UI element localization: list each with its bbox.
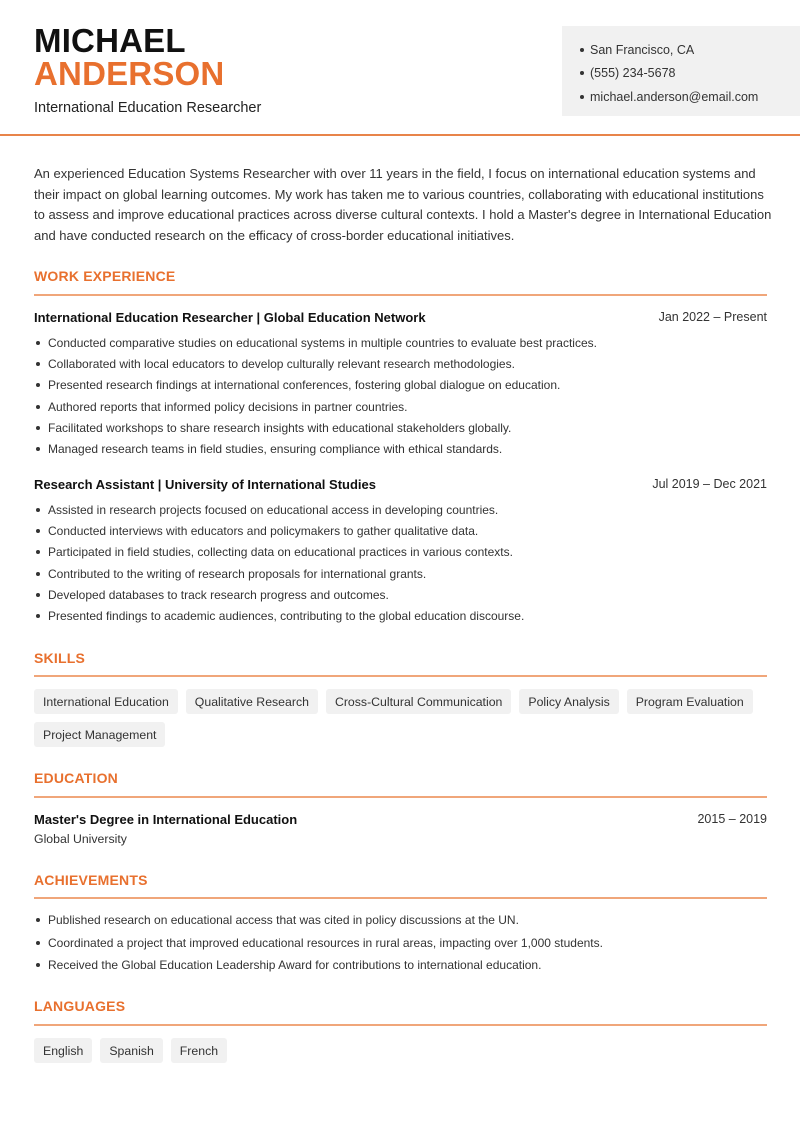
section-title-languages: LANGUAGES	[34, 998, 126, 1014]
skills-tags	[34, 689, 774, 747]
bullet-icon	[36, 405, 40, 409]
bullet-icon	[36, 362, 40, 366]
section-divider	[34, 1024, 767, 1026]
list-item	[34, 605, 524, 626]
bullet-icon	[36, 341, 40, 345]
job-bullets	[34, 332, 597, 460]
achievement-bullets	[34, 909, 603, 977]
section-divider	[34, 796, 767, 798]
resume-header	[0, 0, 800, 136]
skill-tag: Qualitative Research	[186, 689, 318, 714]
bullet-icon	[36, 593, 40, 597]
list-item	[34, 542, 524, 563]
list-item	[34, 396, 597, 417]
contact-box	[562, 26, 800, 116]
section-divider	[34, 897, 767, 899]
bullet-icon	[36, 572, 40, 576]
contact-location-text: San Francisco, CA	[590, 42, 695, 57]
bullet-text: Authored reports that informed policy decisions in partner countries.	[48, 399, 408, 414]
section-title-achievements: ACHIEVEMENTS	[34, 872, 148, 888]
education-school: Global University	[34, 832, 127, 846]
bullet-text: Coordinated a project that improved educational resources in rural areas, impacting over 1,000 students.	[48, 935, 603, 950]
education-date: 2015 – 2019	[697, 812, 767, 826]
list-item	[34, 332, 597, 353]
job-bullets	[34, 499, 524, 627]
job-title: Research Assistant | University of International Studies	[34, 477, 376, 492]
bullet-icon	[36, 426, 40, 430]
bullet-icon	[36, 550, 40, 554]
job-role: International Education Researcher	[34, 100, 262, 116]
skill-tag: International Education	[34, 689, 178, 714]
list-item	[34, 584, 524, 605]
first-name: MICHAEL	[34, 22, 186, 59]
bullet-icon	[36, 918, 40, 922]
list-item	[34, 932, 603, 955]
job-date: Jan 2022 – Present	[658, 310, 767, 324]
education-degree: Master's Degree in International Education	[34, 812, 298, 827]
list-item	[34, 353, 597, 374]
bullet-text: Published research on educational access that was cited in policy discussions at the UN.	[48, 913, 519, 928]
summary-paragraph: An experienced Education Systems Researcher with over 11 years in the field, I focus on international education systems and their impact on global learning outcomes. My work has taken me to various countries, collaborating with educational institutions to assess and improve educational practices across diverse cultural contexts. I hold a Master's degree in International Education and have conducted research on the efficacy of cross-border educational initiatives.	[34, 166, 772, 243]
language-tag: English	[34, 1038, 92, 1063]
bullet-text: Assisted in research projects focused on educational access in developing countries.	[48, 502, 499, 517]
contact-email-text: michael.anderson@email.com	[590, 89, 759, 104]
full-name	[34, 24, 224, 90]
bullet-text: Presented research findings at international conferences, fostering global dialogue on education.	[48, 378, 561, 393]
list-item	[34, 375, 597, 396]
bullet-icon	[36, 383, 40, 387]
job-date: Jul 2019 – Dec 2021	[652, 477, 767, 491]
bullet-text: Conducted comparative studies on educational systems in multiple countries to evaluate best practices.	[48, 335, 597, 350]
list-item	[34, 909, 603, 932]
bullet-text: Conducted interviews with educators and policymakers to gather qualitative data.	[48, 523, 479, 538]
job-title: International Education Researcher | Global Education Network	[34, 310, 426, 325]
bullet-icon	[36, 447, 40, 451]
bullet-icon	[36, 941, 40, 945]
language-tag: French	[171, 1038, 227, 1063]
bullet-icon	[36, 529, 40, 533]
bullet-text: Participated in field studies, collecting data on educational practices in various contexts.	[48, 545, 513, 560]
bullet-icon	[36, 508, 40, 512]
section-title-skills: SKILLS	[34, 650, 85, 666]
section-title-education: EDUCATION	[34, 770, 118, 786]
bullet-icon	[580, 71, 584, 75]
skill-tag: Policy Analysis	[519, 689, 618, 714]
language-tags	[34, 1038, 774, 1063]
contact-phone	[580, 62, 800, 86]
bullet-text: Collaborated with local educators to develop culturally relevant research methodologies.	[48, 356, 515, 371]
bullet-text: Managed research teams in field studies, ensuring compliance with ethical standards.	[48, 442, 503, 457]
bullet-text: Presented findings to academic audiences, contributing to the global education discourse.	[48, 609, 525, 624]
list-item	[34, 417, 597, 438]
skill-tag: Project Management	[34, 722, 165, 747]
bullet-icon	[580, 95, 584, 99]
bullet-text: Developed databases to track research progress and outcomes.	[48, 587, 389, 602]
section-divider	[34, 294, 767, 296]
list-item	[34, 438, 597, 459]
list-item	[34, 563, 524, 584]
bullet-text: Facilitated workshops to share research insights with educational stakeholders globally.	[48, 420, 512, 435]
contact-phone-text: (555) 234-5678	[590, 66, 676, 81]
contact-email	[580, 85, 800, 109]
list-item	[34, 499, 524, 520]
bullet-text: Contributed to the writing of research proposals for international grants.	[48, 566, 427, 581]
language-tag: Spanish	[100, 1038, 162, 1063]
section-title-work: WORK EXPERIENCE	[34, 268, 176, 284]
last-name: ANDERSON	[34, 55, 225, 92]
bullet-icon	[36, 614, 40, 618]
bullet-icon	[580, 48, 584, 52]
bullet-icon	[36, 963, 40, 967]
skill-tag: Program Evaluation	[627, 689, 753, 714]
bullet-text: Received the Global Education Leadership Award for contributions to international education.	[48, 958, 542, 973]
list-item	[34, 520, 524, 541]
skill-tag: Cross-Cultural Communication	[326, 689, 511, 714]
list-item	[34, 954, 603, 977]
contact-location	[580, 38, 800, 62]
section-divider	[34, 675, 767, 677]
